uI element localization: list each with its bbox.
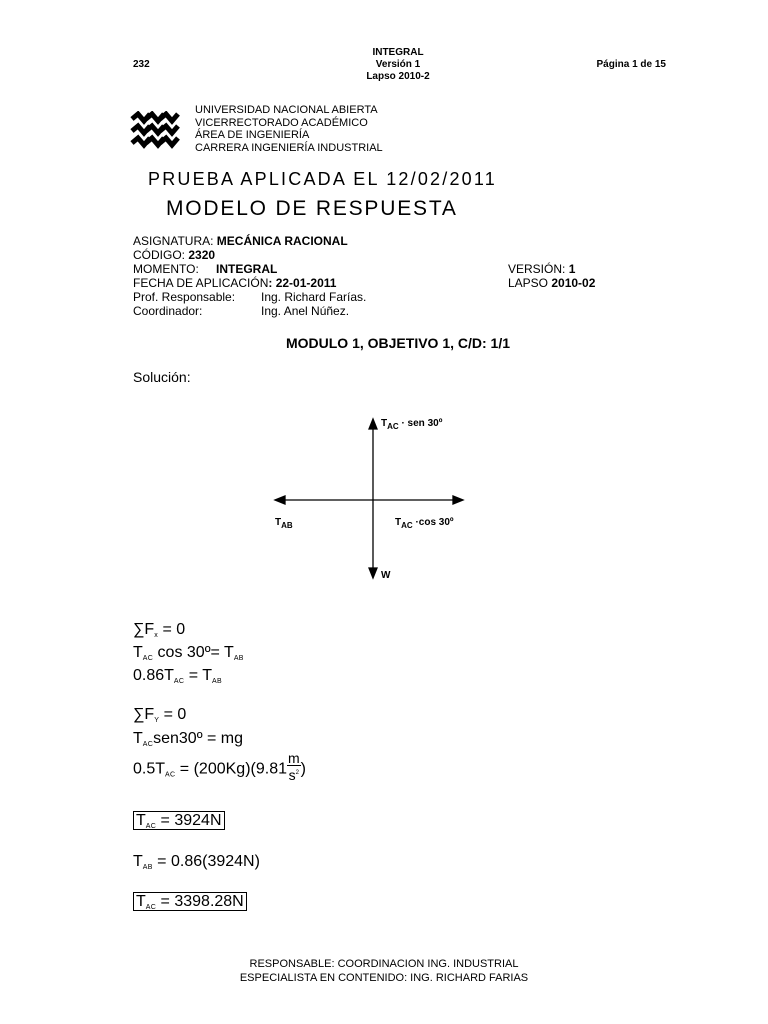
area: ÁREA DE INGENIERÍA — [195, 129, 310, 141]
asignatura-row — [133, 234, 348, 248]
coord-label: Coordinador: — [133, 304, 203, 318]
codigo-row — [133, 248, 215, 262]
university-logo — [130, 111, 184, 151]
carrera: CARRERA INGENIERÍA INDUSTRIAL — [195, 141, 383, 154]
label-tab: $T_{AB}$ — [275, 517, 293, 530]
footer-especialista: ESPECIALISTA EN CONTENIDO: ING. RICHARD FARIAS — [239, 972, 529, 984]
solution-label: Solución: — [133, 369, 191, 385]
version-row — [508, 262, 575, 276]
codigo-value: 2320 — [188, 248, 216, 262]
footer — [0, 957, 768, 985]
fecha-value: : 22-01-2011 — [268, 276, 337, 290]
arrow-up — [369, 419, 377, 429]
module-title: MODULO 1, OBJETIVO 1, C/D: 1/1 — [285, 335, 511, 351]
prof-label: Prof. Responsable: — [133, 290, 236, 304]
label-w: W — [381, 570, 391, 581]
page-number: Página 1 de 15 — [596, 59, 666, 70]
arrow-right — [453, 496, 463, 504]
arrow-left — [275, 496, 285, 504]
lapso-value: 2010-02 — [551, 276, 596, 290]
version-label: VERSIÓN: — [508, 262, 569, 276]
eq-tac-sen: $T_{AC}sen30º$ = mg — [133, 730, 244, 748]
fraction-m-s2: $\frac{m}{s^2}$ — [287, 750, 300, 783]
momento-label: MOMENTO: — [133, 262, 199, 276]
university-block — [195, 104, 383, 154]
prof-value: Ing. Richard Farías. — [261, 290, 367, 304]
codigo-label: CÓDIGO: — [133, 248, 189, 262]
model-title: MODELO DE RESPUESTA — [166, 197, 458, 220]
label-tac-sen: $T_{AC}$ · sen 30º — [381, 418, 443, 431]
result-tac-3924: $T_{AC} = 3924N$ — [133, 812, 225, 830]
fecha-row — [133, 276, 336, 290]
arrow-down — [369, 568, 377, 578]
eq-tac-cos: $T_{AC}$ cos 30º= $T_{AB}$ — [133, 644, 244, 662]
header-type: INTEGRAL — [372, 47, 424, 58]
eq-sum-fx: $\sum F_x = 0$ — [133, 621, 186, 639]
vicerrectorado: VICERRECTORADO ACADÉMICO — [195, 116, 368, 129]
lapso-label: LAPSO — [508, 276, 552, 290]
footer-responsable: RESPONSABLE: COORDINACION ING. INDUSTRIAL — [249, 958, 519, 970]
fecha-label: FECHA DE APLICACIÓN — [133, 276, 269, 290]
lapso-row — [508, 276, 595, 290]
exam-code: 232 — [133, 59, 150, 70]
momento-value: INTEGRAL — [216, 262, 278, 276]
header-version: Versión 1 — [375, 59, 421, 70]
result-tac-3398: $T_{AC} = 3398.28N$ — [133, 893, 247, 911]
eq-05-tac: $0.5T_{AC} = (200Kg)(9.81$ $\frac{m}{s^2}$ ) — [133, 750, 306, 783]
eq-sum-fy: $\sum F_Y = 0$ — [133, 706, 187, 724]
applied-title: PRUEBA APLICADA EL 12/02/2011 — [148, 169, 497, 189]
eq-tab-calc: $T_{AB} = 0.86(3924N)$ — [133, 853, 260, 871]
eq-086-tac: $0.86T_{AC} = T_{AB}$ — [133, 667, 222, 685]
coord-value: Ing. Anel Núñez. — [261, 304, 350, 318]
version-value: 1 — [568, 262, 576, 276]
header-lapso: Lapso 2010-2 — [366, 71, 430, 82]
university-name: UNIVERSIDAD NACIONAL ABIERTA — [195, 104, 378, 116]
free-body-diagram — [270, 415, 470, 585]
asignatura-value: MECÁNICA RACIONAL — [216, 234, 348, 248]
asignatura-label: ASIGNATURA: — [133, 234, 217, 248]
label-tac-cos: $T_{AC} \cdot\cos$ 30º — [395, 517, 454, 530]
